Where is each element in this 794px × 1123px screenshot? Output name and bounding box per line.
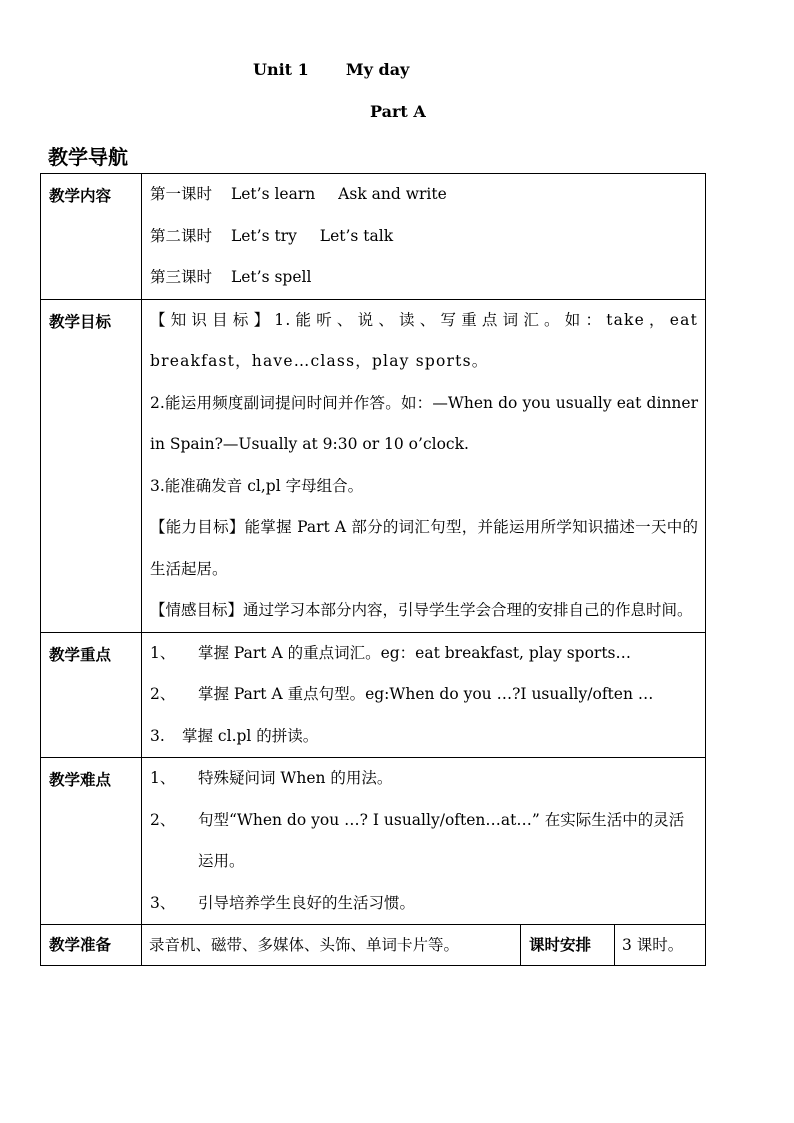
difficulty-item: 2、 句型“When do you …? I usually/often…at…” 在实际生活中的灵活运用。 [150, 810, 685, 870]
objectives-cell [142, 299, 706, 632]
lesson-line-2: 第二课时 Let’s try Let’s talk [150, 226, 394, 245]
row-key-points [41, 632, 706, 758]
emotion-goal: 【情感目标】通过学习本部分内容，引导学生学会合理的安排自己的作息时间。 [150, 601, 693, 619]
preparation-text: 录音机、磁带、多媒体、头饰、单词卡片等。 [142, 925, 521, 966]
part-title: Part A [370, 102, 426, 121]
row-preparation [41, 925, 706, 966]
schedule-value: 3 课时。 [615, 925, 706, 966]
ability-goal: 【能力目标】能掌握 Part A 部分的词汇句型，并能运用所学知识描述一天中的生活起居。 [150, 518, 698, 578]
label-difficulties: 教学难点 [41, 758, 142, 925]
knowledge-goal-3: 3.能准确发音 cl,pl 字母组合。 [150, 476, 364, 495]
difficulty-item: 3、 引导培养学生良好的生活习惯。 [150, 893, 416, 912]
knowledge-goal-2: 2.能运用频度副词提问时间并作答。如：—When do you usually eat dinner in Spain?—Usually at 9:30 or 10 o’clock. [150, 393, 698, 453]
knowledge-goal-1: 【知识目标】1.能听、说、读、写重点词汇。如：take，eat breakfast，have…class，play sports。 [150, 310, 698, 370]
key-point-item: 3. 掌握 cl.pl 的拼读。 [150, 726, 319, 745]
key-points-cell [142, 632, 706, 758]
row-content [41, 174, 706, 300]
teaching-navigation-table [40, 173, 706, 966]
label-key-points: 教学重点 [41, 632, 142, 758]
lesson-line-3: 第三课时 Let’s spell [150, 268, 312, 286]
difficulty-item: 1、 特殊疑问词 When 的用法。 [150, 769, 393, 787]
label-objectives: 教学目标 [41, 299, 142, 632]
difficulties-cell [142, 758, 706, 925]
lesson-line-1: 第一课时 Let’s learn Ask and write [150, 185, 447, 203]
label-preparation: 教学准备 [41, 925, 142, 966]
row-objectives [41, 299, 706, 632]
unit-topic: My day [345, 60, 410, 79]
label-content: 教学内容 [41, 174, 142, 300]
document-title [253, 60, 409, 79]
key-point-item: 1、 掌握 Part A 的重点词汇。eg：eat breakfast, play sports… [150, 643, 632, 662]
label-schedule: 课时安排 [521, 925, 615, 966]
key-point-item: 2、 掌握 Part A 重点句型。eg:When do you …?I usually/often … [150, 685, 654, 703]
row-difficulties [41, 758, 706, 925]
section-heading: 教学导航 [48, 145, 128, 169]
content-cell [142, 174, 706, 300]
unit-number: Unit 1 [253, 60, 309, 79]
